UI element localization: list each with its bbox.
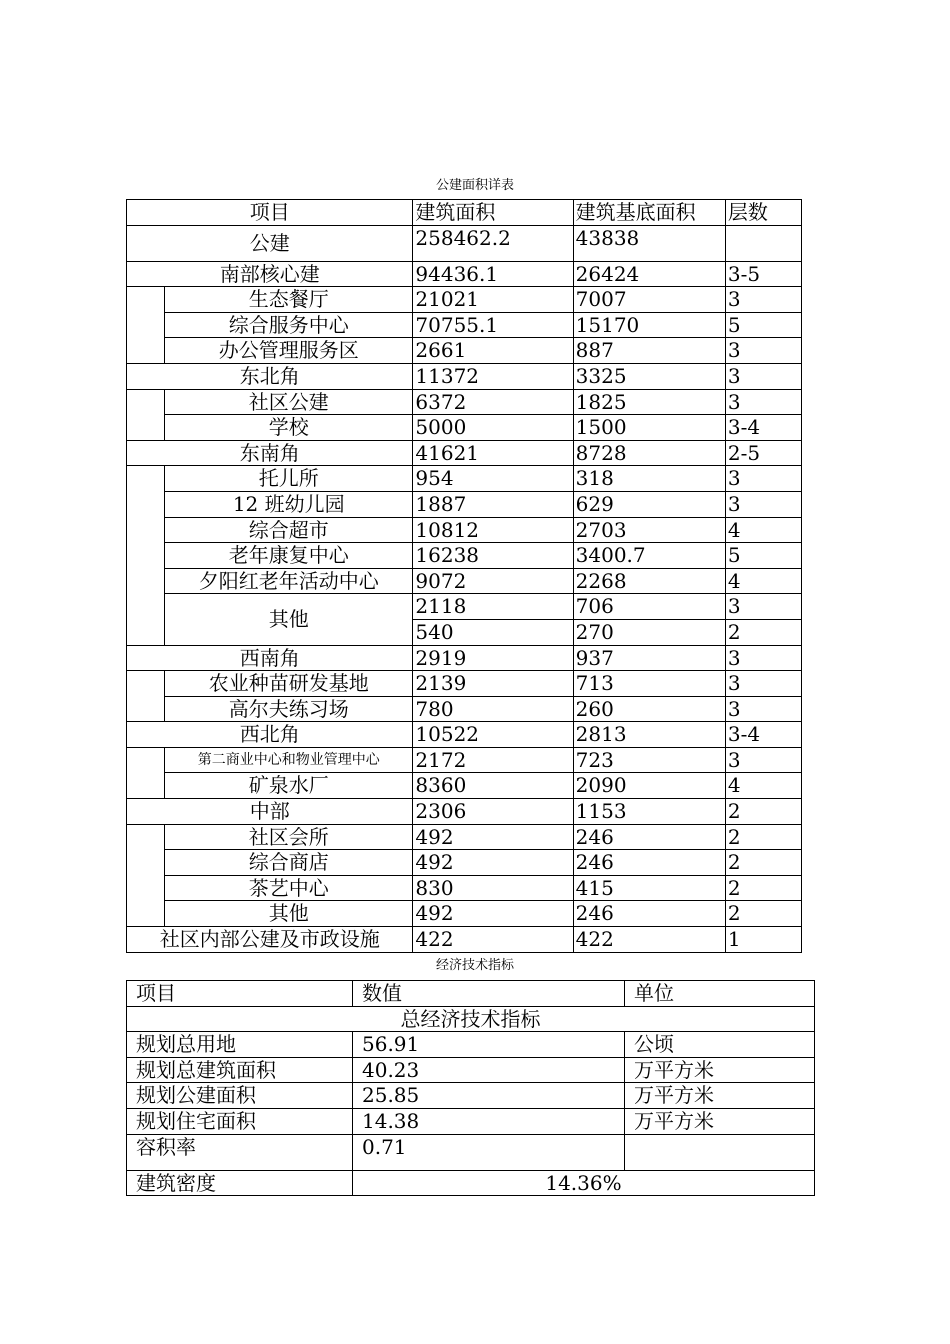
table-row-group <box>127 722 802 748</box>
row-base-area: 2703 <box>573 517 725 543</box>
row-name: 其他 <box>165 594 413 645</box>
row-base-area: 2268 <box>573 568 725 594</box>
row-name: 社区公建 <box>165 389 413 415</box>
row-name: 农业种苗研发基地 <box>165 671 413 697</box>
header-floors: 层数 <box>725 200 801 226</box>
row-floors: 3 <box>725 491 801 517</box>
row-area: 2118 <box>413 594 573 620</box>
table-row <box>127 312 802 338</box>
row-item: 规划住宅面积 <box>127 1108 353 1134</box>
table-row <box>127 1170 815 1196</box>
row-name: 12 班幼儿园 <box>165 491 413 517</box>
row-value: 0.71 <box>353 1134 625 1170</box>
row-name: 生态餐厅 <box>165 287 413 313</box>
table-row <box>127 568 802 594</box>
row-area: 492 <box>413 901 573 927</box>
row-name: 办公管理服务区 <box>165 338 413 364</box>
row-name: 社区会所 <box>165 824 413 850</box>
table-row <box>127 773 802 799</box>
row-value: 56.91 <box>353 1032 625 1058</box>
row-area: 258462.2 <box>413 225 573 261</box>
row-floors: 3 <box>725 696 801 722</box>
row-base-area: 629 <box>573 491 725 517</box>
row-base-area: 270 <box>573 619 725 645</box>
table-row <box>127 1108 815 1134</box>
row-area: 21021 <box>413 287 573 313</box>
indent-cell <box>127 389 165 440</box>
group-name: 中部 <box>127 799 413 825</box>
header-value: 数值 <box>353 981 625 1007</box>
row-area: 2306 <box>413 799 573 825</box>
indent-cell <box>127 466 165 645</box>
public-building-area-table <box>126 199 802 953</box>
row-floors <box>725 225 801 261</box>
row-area: 780 <box>413 696 573 722</box>
table-row <box>127 338 802 364</box>
table-header-row <box>127 200 802 226</box>
table-row-group <box>127 363 802 389</box>
group-name: 社区内部公建及市政设施 <box>127 927 413 953</box>
row-base-area: 1825 <box>573 389 725 415</box>
row-floors: 2 <box>725 619 801 645</box>
header-area: 建筑面积 <box>413 200 573 226</box>
row-floors: 3 <box>725 363 801 389</box>
row-floors: 3 <box>725 338 801 364</box>
row-area: 954 <box>413 466 573 492</box>
section-title: 总经济技术指标 <box>127 1006 815 1032</box>
row-base-area: 1153 <box>573 799 725 825</box>
row-area: 492 <box>413 824 573 850</box>
indent-cell <box>127 671 165 722</box>
row-floors: 2-5 <box>725 440 801 466</box>
row-name: 综合服务中心 <box>165 312 413 338</box>
row-area: 16238 <box>413 543 573 569</box>
header-base-area: 建筑基底面积 <box>573 200 725 226</box>
row-area: 5000 <box>413 415 573 441</box>
row-name: 第二商业中心和物业管理中心 <box>165 747 413 773</box>
indent-cell <box>127 287 165 364</box>
table-row-group <box>127 927 802 953</box>
row-base-area: 318 <box>573 466 725 492</box>
row-base-area: 3325 <box>573 363 725 389</box>
row-floors: 3-5 <box>725 261 801 287</box>
table-row <box>127 466 802 492</box>
section-row <box>127 1006 815 1032</box>
table-row <box>127 747 802 773</box>
row-floors: 2 <box>725 850 801 876</box>
row-name: 茶艺中心 <box>165 875 413 901</box>
group-name: 东北角 <box>127 363 413 389</box>
row-floors: 5 <box>725 543 801 569</box>
indent-cell <box>127 824 165 926</box>
row-base-area: 713 <box>573 671 725 697</box>
table-row <box>127 850 802 876</box>
row-unit <box>625 1134 815 1170</box>
table-row-group <box>127 440 802 466</box>
row-base-area: 1500 <box>573 415 725 441</box>
row-floors: 3 <box>725 594 801 620</box>
row-floors: 4 <box>725 517 801 543</box>
row-floors: 3 <box>725 389 801 415</box>
table-row-group <box>127 261 802 287</box>
row-floors: 4 <box>725 568 801 594</box>
row-item: 容积率 <box>127 1134 353 1170</box>
row-base-area: 260 <box>573 696 725 722</box>
row-area: 830 <box>413 875 573 901</box>
table-row <box>127 696 802 722</box>
table2-caption: 经济技术指标 <box>435 958 514 973</box>
row-item: 规划总建筑面积 <box>127 1057 353 1083</box>
row-base-area: 7007 <box>573 287 725 313</box>
table-row-group <box>127 799 802 825</box>
row-area: 540 <box>413 619 573 645</box>
row-unit: 公顷 <box>625 1032 815 1058</box>
row-area: 2172 <box>413 747 573 773</box>
row-floors: 2 <box>725 901 801 927</box>
row-unit: 万平方米 <box>625 1108 815 1134</box>
row-area: 8360 <box>413 773 573 799</box>
table-row <box>127 1057 815 1083</box>
row-base-area: 415 <box>573 875 725 901</box>
row-name: 综合超市 <box>165 517 413 543</box>
row-base-area: 8728 <box>573 440 725 466</box>
table1-caption: 公建面积详表 <box>435 178 514 193</box>
row-area: 41621 <box>413 440 573 466</box>
row-base-area: 422 <box>573 927 725 953</box>
group-name: 南部核心建 <box>127 261 413 287</box>
row-area: 9072 <box>413 568 573 594</box>
header-item: 项目 <box>127 200 413 226</box>
table-row <box>127 225 802 261</box>
table-row <box>127 517 802 543</box>
row-floors: 3 <box>725 671 801 697</box>
row-base-area: 2090 <box>573 773 725 799</box>
row-floors: 3 <box>725 645 801 671</box>
row-base-area: 15170 <box>573 312 725 338</box>
header-item: 项目 <box>127 981 353 1007</box>
row-base-area: 937 <box>573 645 725 671</box>
row-area: 10522 <box>413 722 573 748</box>
table-row <box>127 491 802 517</box>
table-row <box>127 389 802 415</box>
table-row <box>127 824 802 850</box>
table-row <box>127 543 802 569</box>
row-unit: 万平方米 <box>625 1057 815 1083</box>
row-floors: 4 <box>725 773 801 799</box>
row-area: 1887 <box>413 491 573 517</box>
row-base-area: 246 <box>573 850 725 876</box>
row-area: 70755.1 <box>413 312 573 338</box>
row-base-area: 706 <box>573 594 725 620</box>
row-area: 422 <box>413 927 573 953</box>
row-name: 学校 <box>165 415 413 441</box>
table-row <box>127 594 802 620</box>
table-header-row <box>127 981 815 1007</box>
table-row <box>127 287 802 313</box>
row-value: 14.38 <box>353 1108 625 1134</box>
row-floors: 2 <box>725 799 801 825</box>
row-floors: 3 <box>725 287 801 313</box>
row-floors: 3 <box>725 747 801 773</box>
row-area: 2139 <box>413 671 573 697</box>
row-floors: 2 <box>725 875 801 901</box>
table-row <box>127 1032 815 1058</box>
row-floors: 5 <box>725 312 801 338</box>
row-floors: 2 <box>725 824 801 850</box>
table-row <box>127 875 802 901</box>
table-row <box>127 415 802 441</box>
row-area: 94436.1 <box>413 261 573 287</box>
row-base-area: 246 <box>573 824 725 850</box>
group-name: 西南角 <box>127 645 413 671</box>
row-area: 6372 <box>413 389 573 415</box>
row-base-area: 2813 <box>573 722 725 748</box>
row-item: 规划公建面积 <box>127 1083 353 1109</box>
table-row <box>127 901 802 927</box>
row-item: 建筑密度 <box>127 1170 353 1196</box>
row-name: 矿泉水厂 <box>165 773 413 799</box>
row-area: 10812 <box>413 517 573 543</box>
row-value: 25.85 <box>353 1083 625 1109</box>
row-floors: 1 <box>725 927 801 953</box>
row-base-area: 3400.7 <box>573 543 725 569</box>
row-item: 规划总用地 <box>127 1032 353 1058</box>
row-value: 14.36% <box>353 1170 815 1196</box>
row-name: 夕阳红老年活动中心 <box>165 568 413 594</box>
row-value: 40.23 <box>353 1057 625 1083</box>
row-name: 老年康复中心 <box>165 543 413 569</box>
group-name: 东南角 <box>127 440 413 466</box>
row-base-area: 26424 <box>573 261 725 287</box>
row-area: 2661 <box>413 338 573 364</box>
row-base-area: 887 <box>573 338 725 364</box>
row-base-area: 723 <box>573 747 725 773</box>
table-row-group <box>127 645 802 671</box>
row-area: 11372 <box>413 363 573 389</box>
row-name: 托儿所 <box>165 466 413 492</box>
row-name: 高尔夫练习场 <box>165 696 413 722</box>
group-name: 西北角 <box>127 722 413 748</box>
row-floors: 3-4 <box>725 415 801 441</box>
row-floors: 3 <box>725 466 801 492</box>
table-row <box>127 671 802 697</box>
row-area: 2919 <box>413 645 573 671</box>
row-name: 其他 <box>165 901 413 927</box>
indent-cell <box>127 747 165 798</box>
row-floors: 3-4 <box>725 722 801 748</box>
table-row <box>127 1134 815 1170</box>
row-name: 公建 <box>127 225 413 261</box>
header-unit: 单位 <box>625 981 815 1007</box>
row-base-area: 246 <box>573 901 725 927</box>
row-unit: 万平方米 <box>625 1083 815 1109</box>
row-base-area: 43838 <box>573 225 725 261</box>
row-area: 492 <box>413 850 573 876</box>
economic-indicators-table <box>126 980 815 1196</box>
table-row <box>127 1083 815 1109</box>
row-name: 综合商店 <box>165 850 413 876</box>
